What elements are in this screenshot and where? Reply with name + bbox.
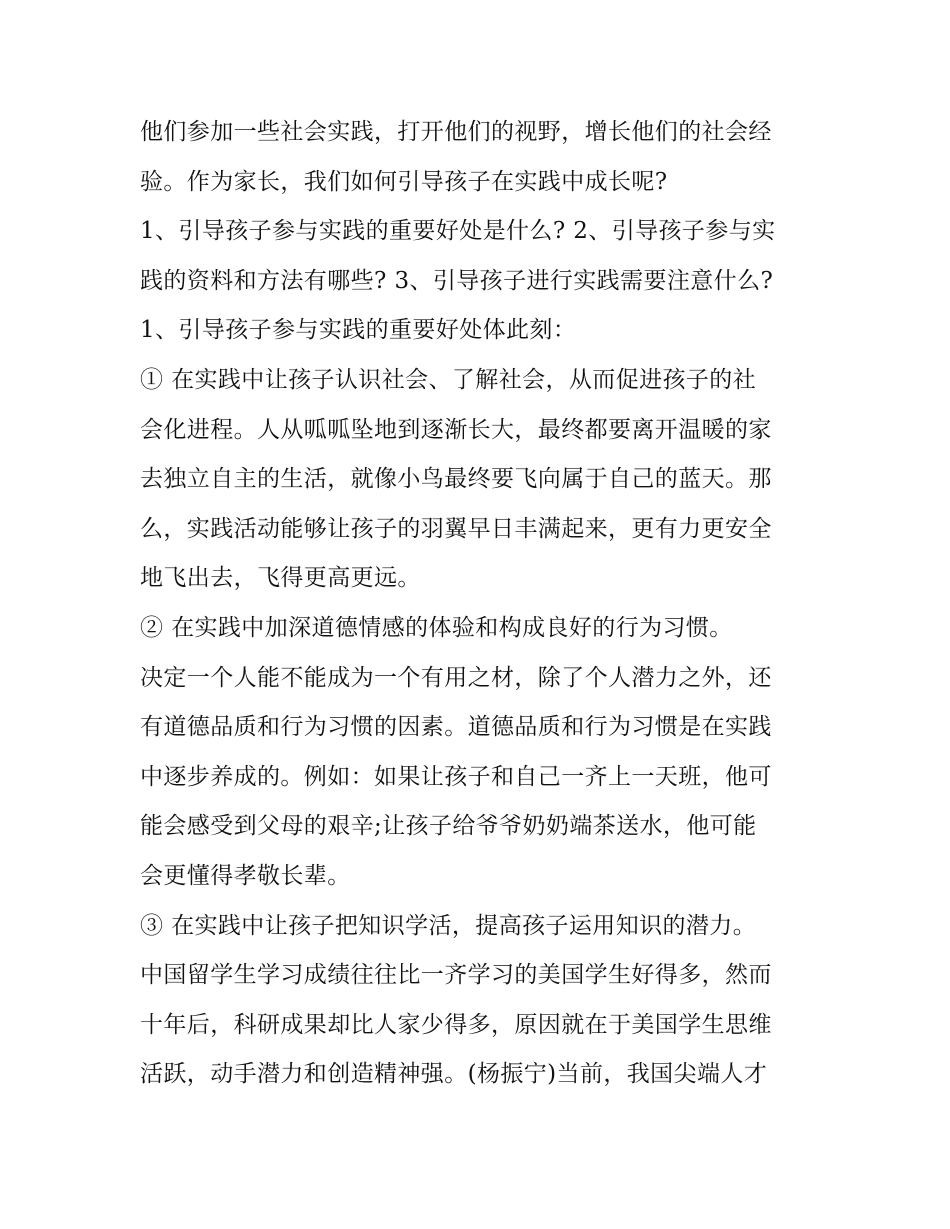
text-line-19: 十年后，科研成果却比人家少得多，原因就在于美国学生思维 bbox=[140, 1011, 772, 1038]
text-line-6: ① 在实践中让孩子认识社会、了解社会，从而促进孩子的社 bbox=[140, 366, 757, 393]
text-line-2: 验。作为家长，我们如何引导孩子在实践中成长呢? bbox=[140, 168, 668, 195]
text-line-20: 活跃，动手潜力和创造精神强。(杨振宁)当前，我国尖端人才 bbox=[140, 1061, 768, 1088]
text-line-1: 他们参加一些社会实践，打开他们的视野，增长他们的社会经 bbox=[140, 119, 772, 145]
text-line-13: 有道德品质和行为习惯的因素。道德品质和行为习惯是在实践 bbox=[140, 714, 772, 741]
text-line-4: 践的资料和方法有哪些? 3、引导孩子进行实践需要注意什么? bbox=[140, 267, 774, 294]
text-line-7: 会化进程。人从呱呱坠地到逐渐长大，最终都要离开温暖的家 bbox=[140, 416, 772, 443]
text-line-8: 去独立自主的生活，就像小鸟最终要飞向属于自己的蓝天。那 bbox=[140, 466, 772, 493]
text-line-16: 会更懂得孝敬长辈。 bbox=[140, 862, 351, 889]
text-line-12: 决定一个人能不能成为一个有用之材，除了个人潜力之外，还 bbox=[140, 664, 772, 691]
body-text bbox=[140, 108, 820, 1100]
text-line-17: ③ 在实践中让孩子把知识学活，提高孩子运用知识的潜力。 bbox=[140, 912, 757, 939]
text-line-10: 地飞出去，飞得更高更远。 bbox=[140, 565, 421, 592]
text-line-3: 1、引导孩子参与实践的重要好处是什么? 2、引导孩子参与实 bbox=[140, 218, 776, 245]
text-line-5: 1、引导孩子参与实践的重要好处体此刻： bbox=[140, 317, 577, 344]
text-line-14: 中逐步养成的。例如：如果让孩子和自己一齐上一天班，他可 bbox=[140, 763, 772, 790]
text-line-15: 能会感受到父母的艰辛;让孩子给爷爷奶奶端茶送水，他可能 bbox=[140, 813, 757, 840]
text-line-18: 中国留学生学习成绩往往比一齐学习的美国学生好得多，然而 bbox=[140, 962, 772, 989]
text-line-9: 么，实践活动能够让孩子的羽翼早日丰满起来，更有力更安全 bbox=[140, 515, 772, 542]
text-line-11: ② 在实践中加深道德情感的体验和构成良好的行为习惯。 bbox=[140, 614, 733, 641]
